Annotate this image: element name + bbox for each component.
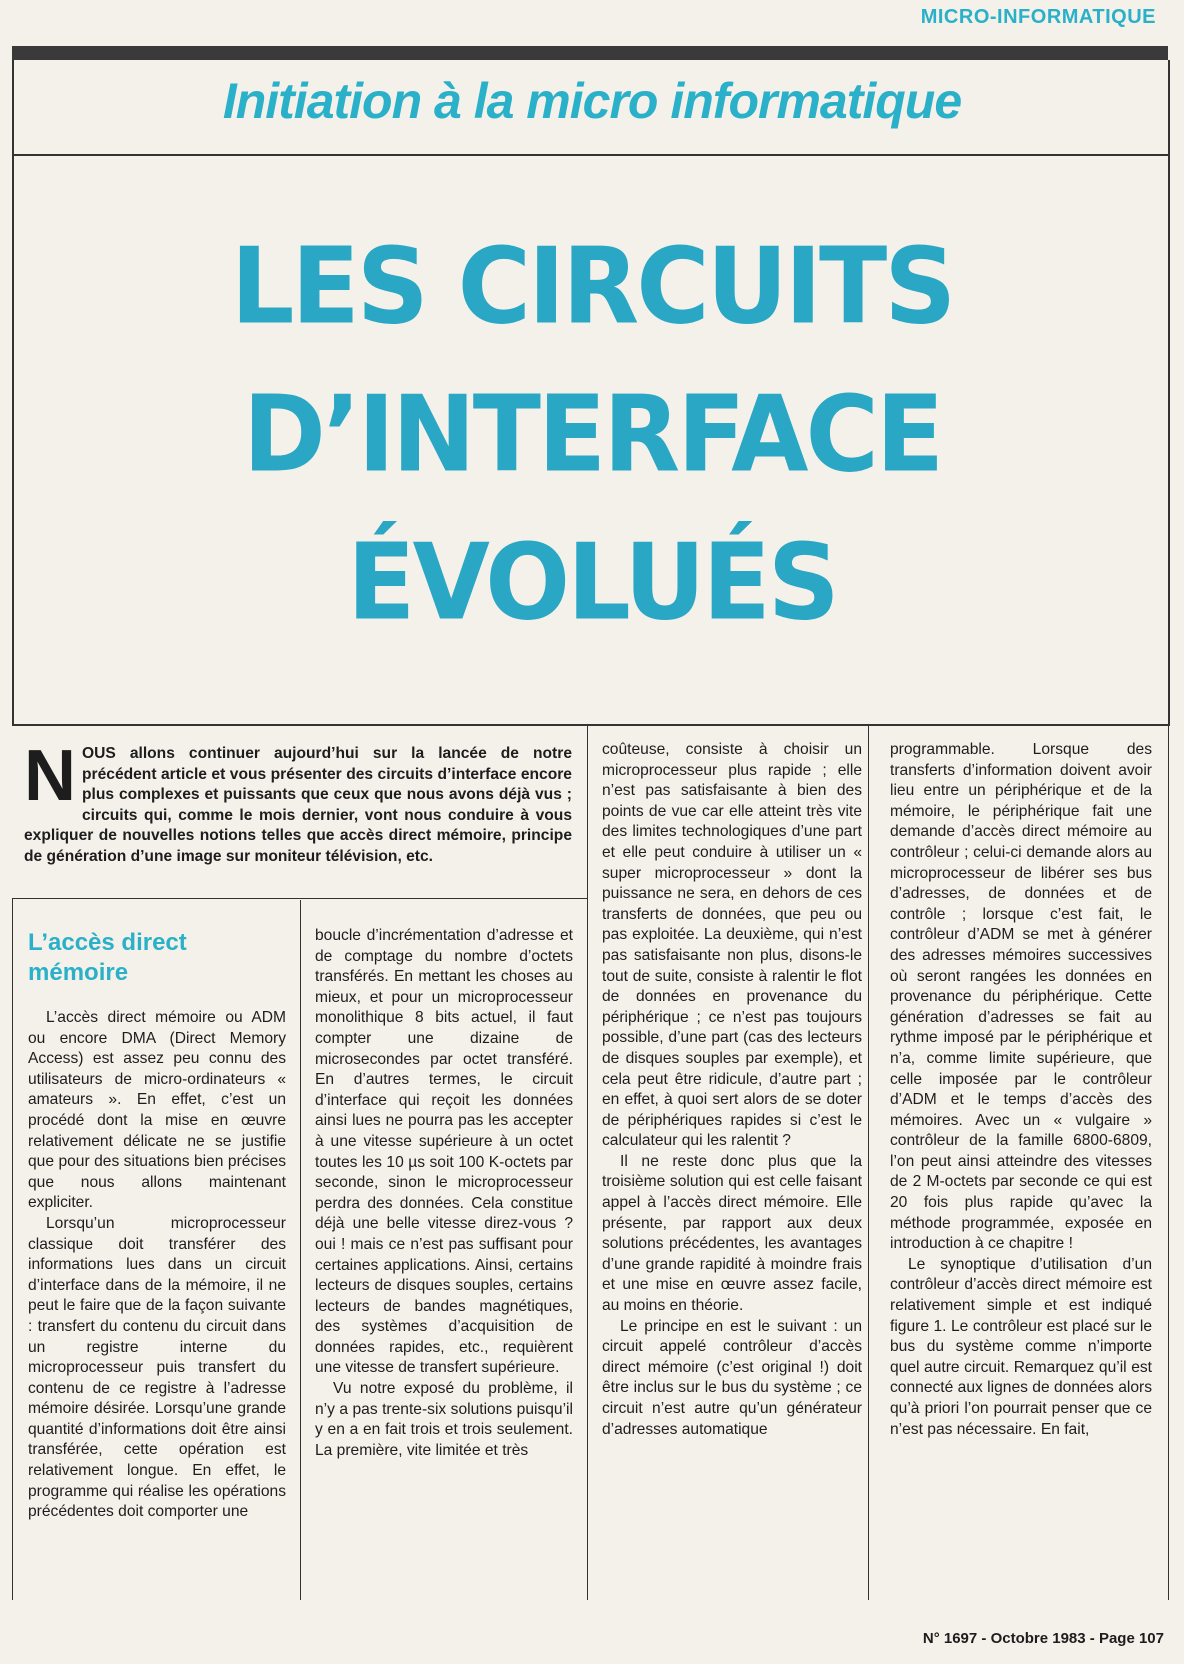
column-rule: [300, 900, 301, 1600]
kicker: Initiation à la micro informatique: [222, 73, 962, 129]
paragraph: Lorsqu’un microprocesseur classique doit transférer des informations lues dans un circuit d’interface dans de la mémoire, il ne peut le faire que de la façon suivante : transfert du contenu du circuit dans un registre interne du microprocesseur puis transfert du contenu de ce registre à l’adresse mémoire désirée. Lorsqu’une grande quantité d’informations doit être ainsi transférée, cette opération est relativement longue. En effet, le programme qui réalise les opérations précédentes doit comporter une: [28, 1214, 286, 1521]
paragraph: Vu notre exposé du problème, il n’y a pas trente-six solutions puisqu’il y en a en fait trois et trois seulement. La première, vite limitée et très: [315, 1380, 573, 1459]
headline-line-2: D’INTERFACE: [242, 373, 942, 496]
title-bottom-rule: [12, 724, 1170, 726]
column-3: [602, 740, 862, 1440]
headline-line-1: LES CIRCUITS: [230, 225, 954, 348]
column-4: [890, 740, 1152, 1440]
paragraph: coûteuse, consiste à choisir un microprocesseur plus rapide ; elle n’est pas satisfaisante à bien des points de vue car elle atteint très vite des limites technologiques d’une part et elle peut conduire à utiliser un « super microprocesseur » dont la puissance ne sera, en dehors de ces transferts de données, que peu ou pas exploitée. La deuxième, qui n’est pas satisfaisante non plus, disons-le tout de suite, consiste à ralentir le flot de données en provenance du périphérique ; ce n’est pas toujours possible, d’une part (cas des lecteurs de disques souples par exemple), et cela peut être ridicule, d’autre part ; en effet, à quoi sert alors de se doter de périphériques rapides si c’est le calculateur qui les ralentit ?: [602, 741, 862, 1150]
paragraph: Le synoptique d’utilisation d’un contrôleur d’accès direct mémoire est relativement simple et est indiqué figure 1. Le contrôleur est placé sur le bus du système comme n’importe quel autre circuit. Remarquez qu’il est connecté aux lignes de données alors qu’à priori l’on pourrait penser que ce n’est pas nécessaire. En fait,: [890, 1255, 1152, 1438]
intro-text: OUS allons continuer aujourd’hui sur la lancée de notre précédent article et vous présenter des circuits d’interface encore plus complexes et puissants que ceux que nous avons déjà vus ; circuits qui, comme le mois dernier, vont nous conduire à vous expliquer de nouvelles notions telles que accès direct mémoire, principe de génération d’une image sur moniteur télévision, etc.: [24, 745, 572, 865]
paragraph: L’accès direct mémoire ou ADM ou encore DMA (Direct Memory Access) est assez peu connu des utilisateurs de micro-ordinateurs « amateurs ». En effet, c’est un procédé dont la mise en œuvre relativement délicate ne se justifie que pour des situations bien précises que nous allons maintenant expliciter.: [28, 1009, 286, 1212]
intro-paragraph: [24, 736, 572, 868]
top-rule: [12, 46, 1168, 60]
column-rule: [587, 726, 588, 886]
column-1: [28, 1008, 286, 1523]
section-subheading: L’accès direct mémoire: [28, 929, 187, 986]
column-2: [315, 926, 573, 1461]
page-footer: N° 1697 - Octobre 1983 - Page 107: [922, 1630, 1164, 1647]
box-right-rule: [1168, 726, 1169, 1600]
paragraph: boucle d’incrémentation d’adresse et de comptage du nombre d’octets transférés. En mettant les choses au mieux, et pour un microprocesseur monolithique 8 bits actuel, il faut compter une dizaine de microsecondes par octet transféré. En d’autres termes, le circuit d’interface qui reçoit les données ainsi lues ne pourra pas les accepter à une vitesse supérieure à un octet toutes les 10 µs soit 100 K-octets par seconde, sinon le microprocesseur perdra des données. Cela constitue déjà une belle vitesse direz-vous ? oui ! mais ce n’est pas suffisant pour certaines applications. Ainsi, certains lecteurs de disques souples, certains lecteurs de bandes magnétiques, des systèmes d’acquisition de données rapides, etc., requièrent une vitesse de transfert supérieure.: [315, 927, 573, 1377]
box-left-rule: [12, 898, 13, 1600]
paragraph: Il ne reste donc plus que la troisième solution qui est celle faisant appel à l’accès direct mémoire. Elle présente, par rapport aux deux solutions précédentes, les avantages d’une grande rapidité à moindre frais et une mise en œuvre assez facile, au moins en théorie.: [602, 1152, 862, 1315]
headline-line-3: ÉVOLUÉS: [347, 521, 837, 644]
paragraph: programmable. Lorsque des transferts d’information doivent avoir lieu entre un périphérique et de la mémoire, le périphérique fait une demande d’accès direct mémoire au contrôleur ; celui-ci demande alors au microprocesseur de libérer ses bus d’adresses, de données et de contrôle ; lorsque c’est fait, le contrôleur d’ADM se met à générer des adresses mémoires successives où seront rangées les données en provenance du périphérique. Cette génération d’adresses se fait au rythme imposé par le périphérique et n’a, comme limite supérieure, que celle imposée par le contrôleur d’ADM et le temps d’accès des mémoires. Avec un « vulgaire » contrôleur de la famille 6800-6809, l’on peut ainsi atteindre des vitesses de 2 M-octets par seconde ce qui est 20 fois plus rapide qu’avec la méthode programmée, exposée en introduction à ce chapitre !: [890, 741, 1152, 1253]
paragraph: Le principe en est le suivant : un circuit appelé contrôleur d’accès direct mémoire (c’est original !) doit être inclus sur le bus du système ; ce circuit n’est autre qu’un générateur d’adresses automatique: [602, 1317, 862, 1438]
section-label: MICRO-INFORMATIQUE: [920, 6, 1156, 28]
column-rule: [868, 726, 869, 1600]
drop-cap: N: [24, 736, 76, 816]
kicker-divider: [12, 154, 1170, 156]
column-rule: [587, 886, 588, 1600]
intro-bottom-rule: [12, 898, 588, 899]
